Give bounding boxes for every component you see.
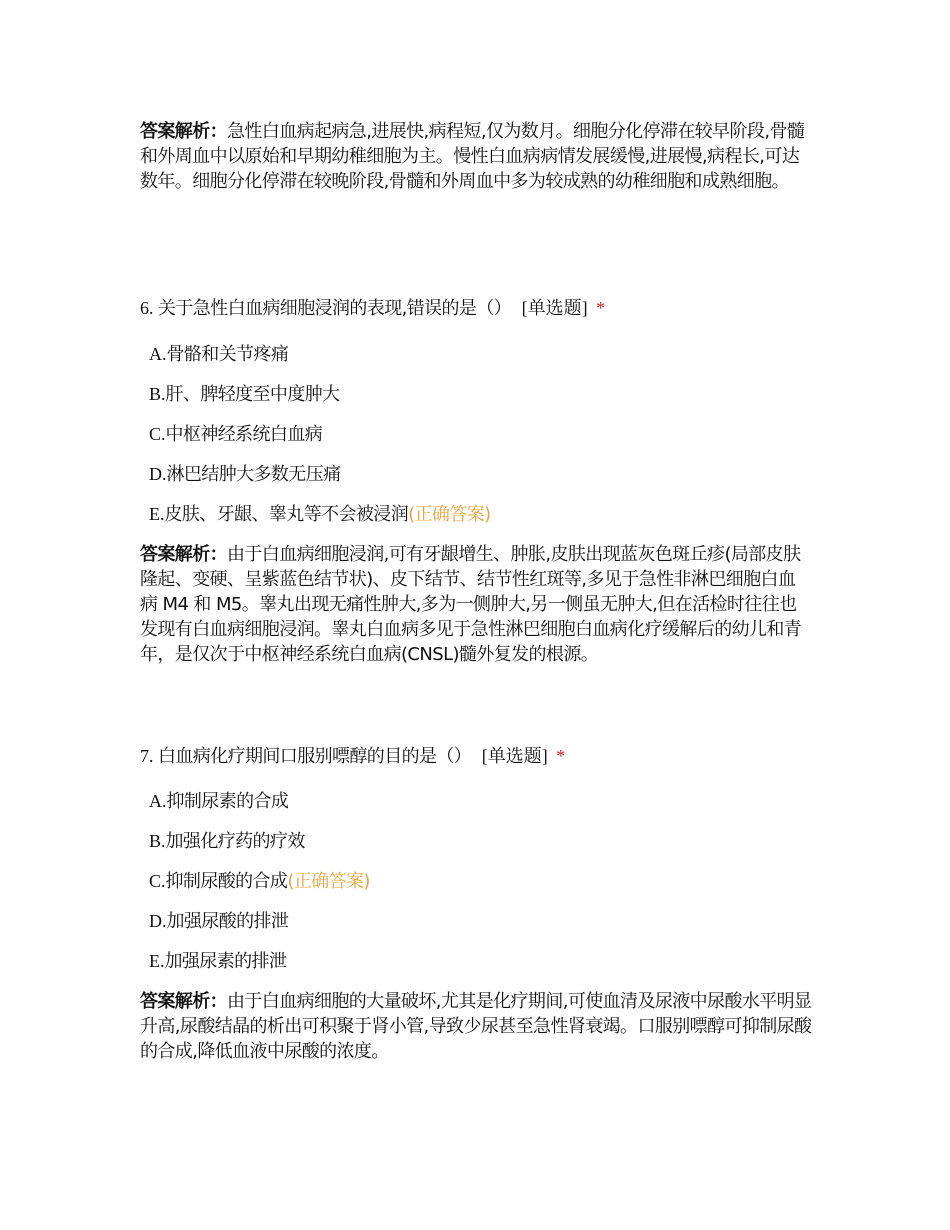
q6-option-c: [149, 422, 322, 447]
q7-option-e: [149, 949, 286, 974]
question-number: 6.: [140, 298, 154, 318]
analysis-text: 由于白血病细胞浸润,可有牙龈增生、肿胀,皮肤出现蓝灰色斑丘疹(局部皮肤隆起、变硬、呈紫蓝色结节状)、皮下结节、结节性红斑等,多见于急性非淋巴细胞白血病 M4 和 M5。睾丸出现无痛性肿大,多为一侧肿大,另一侧虽无肿大,但在活检时往往也发现有白血病细胞浸润。睾丸白血病多见于急性淋巴细胞白血病化疗缓解后的幼儿和青年，是仅次于中枢神经系统白血病(CNSL)髓外复发的根源。: [140, 544, 802, 665]
option-text: 抑制尿素的合成: [166, 791, 289, 812]
q6-option-d: [149, 462, 341, 487]
option-text: 加强化疗药的疗效: [165, 831, 305, 852]
q7-option-d: [149, 909, 288, 934]
analysis-text: 由于白血病细胞的大量破坏,尤其是化疗期间,可使血清及尿液中尿酸水平明显升高,尿酸结晶的析出可积聚于肾小管,导致少尿甚至急性肾衰竭。口服别嘌醇可抑制尿酸的合成,降低血液中尿酸的浓度。: [140, 991, 812, 1062]
correct-answer-marker: (正确答案): [287, 871, 370, 892]
option-letter: C.: [149, 424, 166, 444]
analysis-text: 急性白血病起病急,进展快,病程短,仅为数月。细胞分化停滞在较早阶段,骨髓和外周血中以原始和早期幼稚细胞为主。慢性白血病病情发展缓慢,进展慢,病程长,可达数年。细胞分化停滞在较晚阶段,骨髓和外周血中多为较成熟的幼稚细胞和成熟细胞。: [140, 121, 805, 192]
question-type: [单选题]: [481, 746, 548, 766]
question-text: 白血病化疗期间口服别嘌醇的目的是（）: [158, 746, 472, 767]
question-7-title: [140, 744, 565, 769]
option-text: 骨骼和关节疼痛: [166, 344, 289, 365]
option-letter: D.: [149, 464, 167, 484]
required-asterisk: *: [556, 746, 566, 766]
question-6-title: [140, 296, 605, 321]
option-text: 肝、脾轻度至中度肿大: [165, 384, 340, 405]
option-letter: C.: [149, 871, 166, 891]
answer-analysis-q6: [140, 542, 812, 667]
required-asterisk: *: [596, 298, 606, 318]
option-text: 中枢神经系统白血病: [165, 424, 323, 445]
option-text: 加强尿素的排泄: [164, 951, 287, 972]
question-text: 关于急性白血病细胞浸润的表现,错误的是（）: [158, 298, 512, 319]
analysis-label: 答案解析：: [140, 544, 227, 565]
option-letter: E.: [149, 504, 165, 524]
option-text: 皮肤、牙龈、睾丸等不会被浸润: [164, 504, 409, 525]
q7-option-a: [149, 789, 288, 814]
option-text: 淋巴结肿大多数无压痛: [166, 464, 341, 485]
option-letter: B.: [149, 831, 166, 851]
q7-option-b: [149, 829, 305, 854]
analysis-label: 答案解析：: [140, 121, 227, 142]
question-type: [单选题]: [521, 298, 588, 318]
q6-option-b: [149, 382, 340, 407]
option-letter: B.: [149, 384, 166, 404]
answer-analysis-q5: [140, 119, 812, 194]
question-number: 7.: [140, 746, 154, 766]
option-text: 抑制尿酸的合成: [165, 871, 288, 892]
correct-answer-marker: (正确答案): [408, 504, 491, 525]
option-letter: E.: [149, 951, 165, 971]
q6-option-a: [149, 342, 288, 367]
option-letter: A.: [149, 791, 167, 811]
answer-analysis-q7: [140, 989, 812, 1064]
analysis-label: 答案解析：: [140, 991, 227, 1012]
option-text: 加强尿酸的排泄: [166, 911, 289, 932]
option-letter: D.: [149, 911, 167, 931]
q7-option-c: [149, 869, 370, 894]
option-letter: A.: [149, 344, 167, 364]
q6-option-e: [149, 502, 491, 527]
